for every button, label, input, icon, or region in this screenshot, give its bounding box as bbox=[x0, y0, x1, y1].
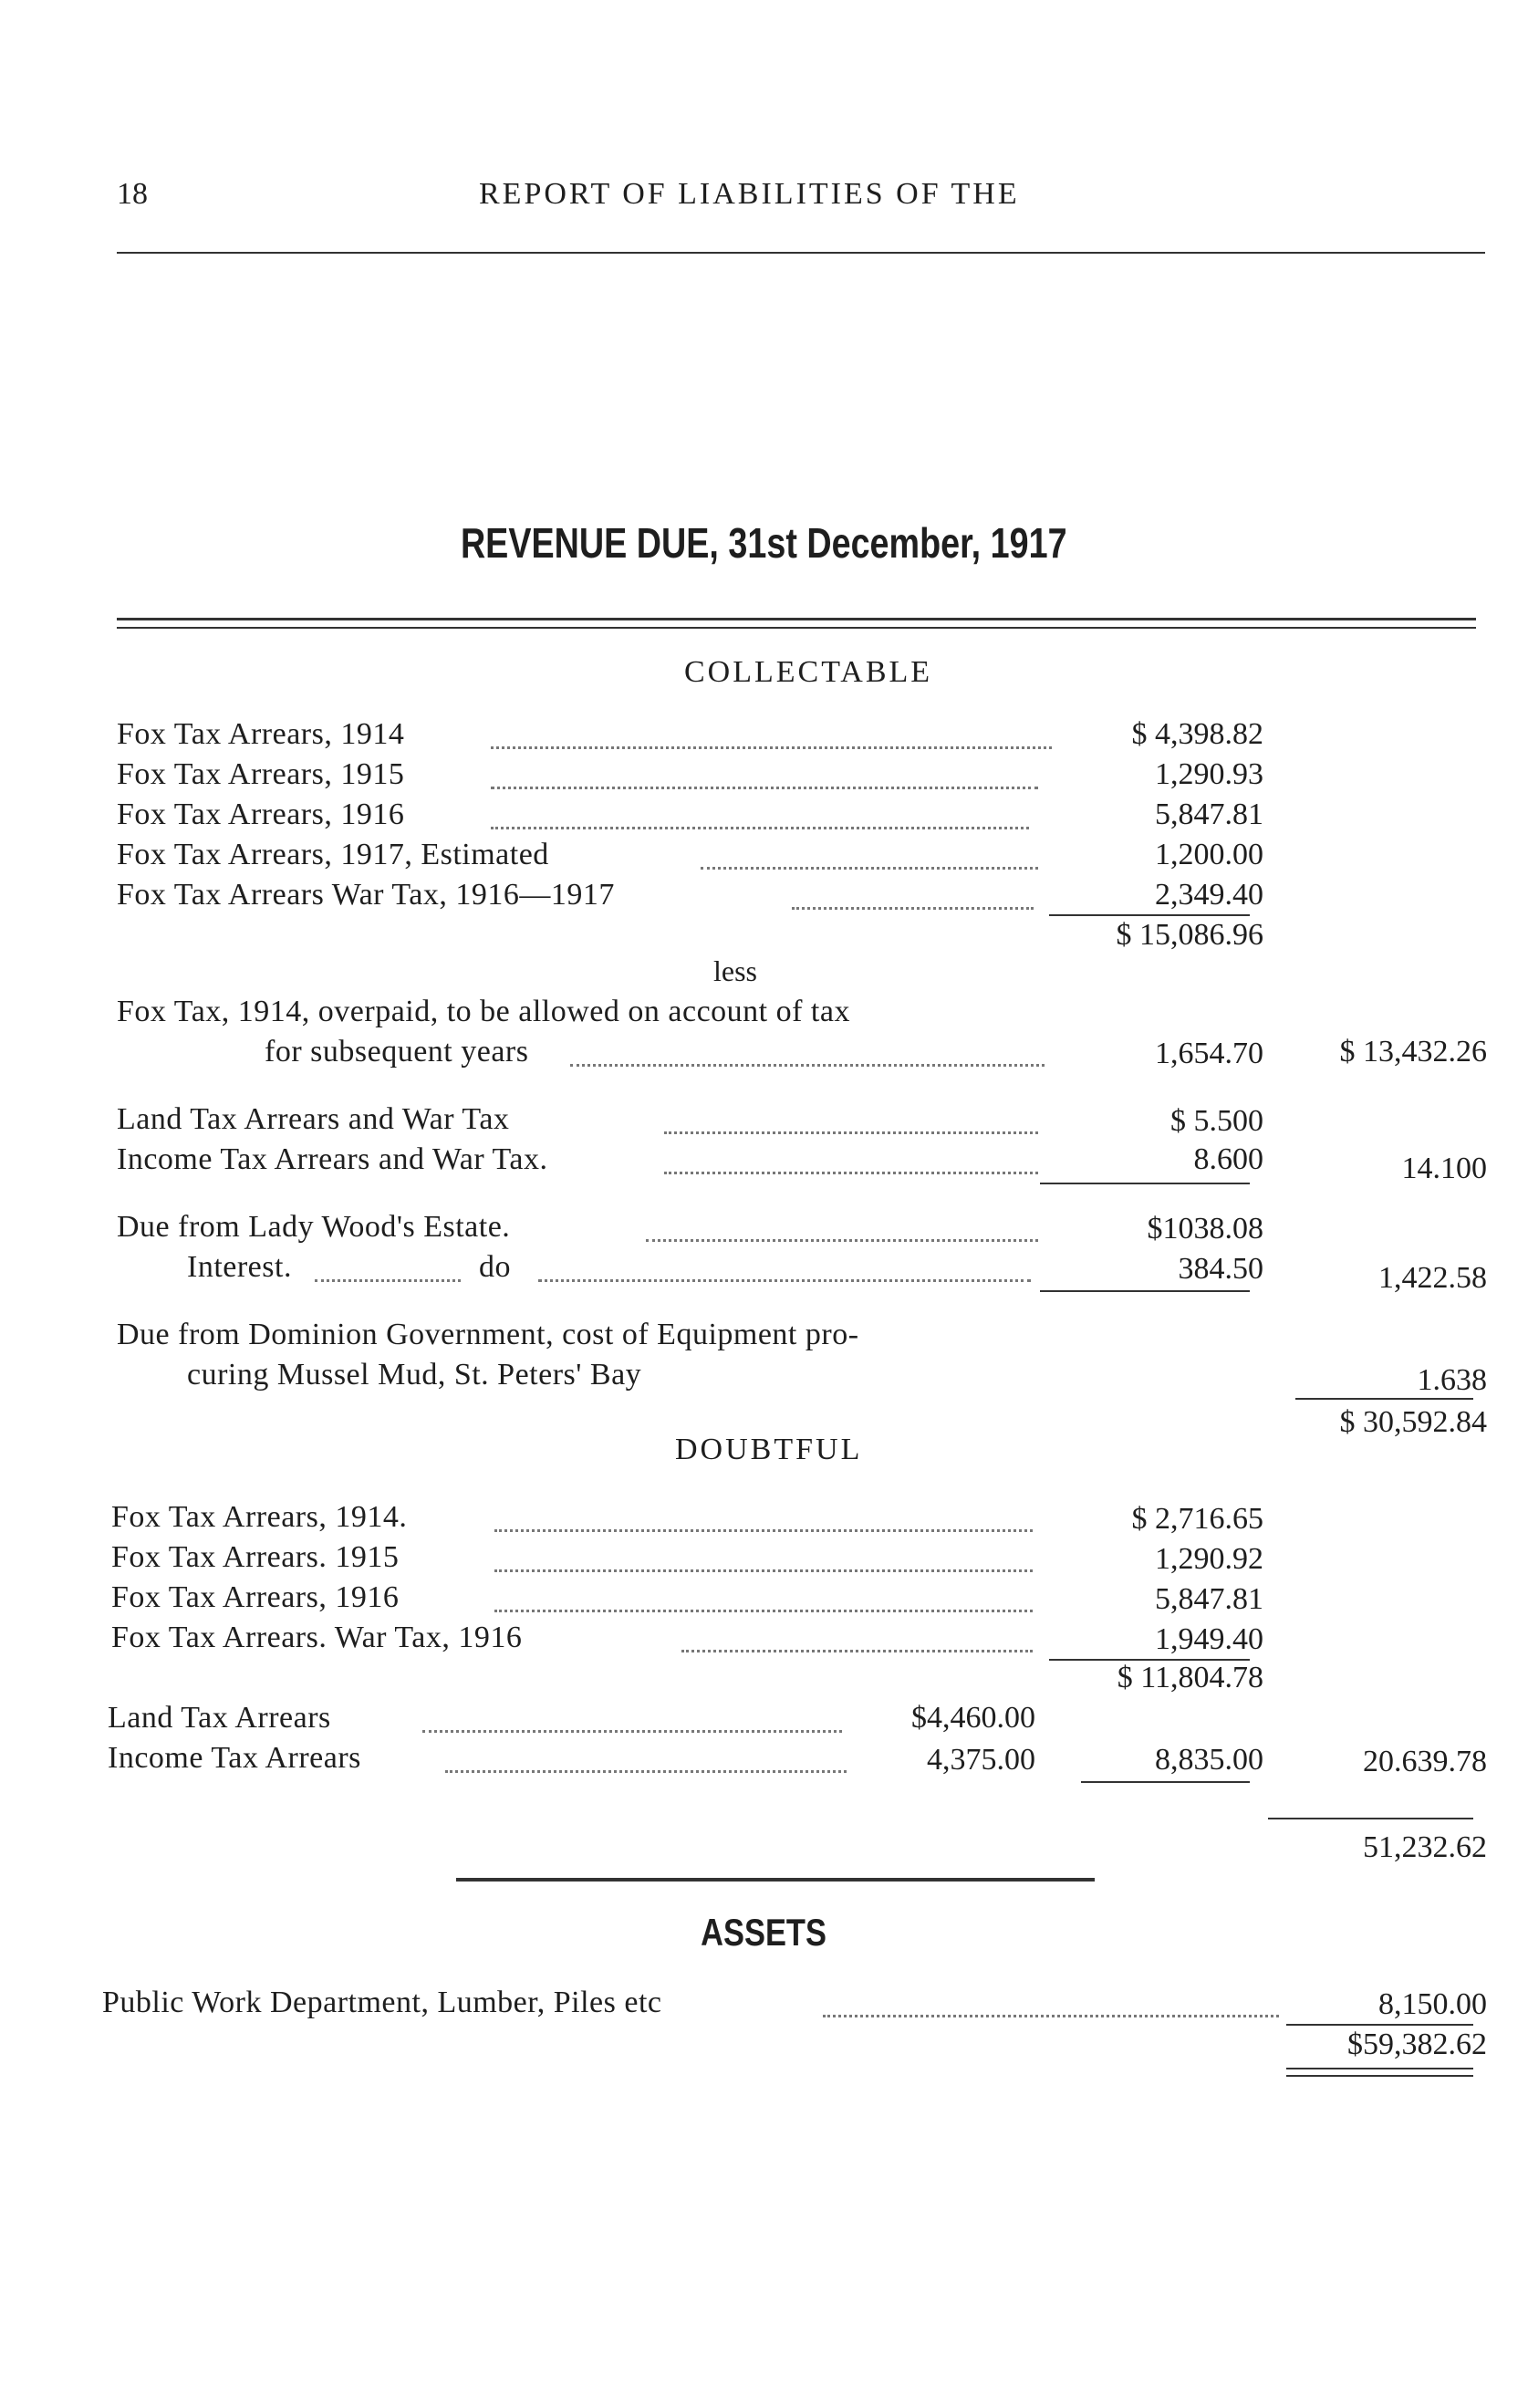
list-item: Income Tax Arrears and War Tax. bbox=[117, 1142, 1075, 1183]
leader-dots bbox=[491, 710, 1052, 749]
lady-total: 1,422.58 bbox=[1378, 1261, 1487, 1295]
leader-dots bbox=[422, 1694, 842, 1733]
amount: 1,290.93 bbox=[1155, 757, 1263, 791]
leader-dots bbox=[681, 1613, 1033, 1652]
title-rule-top bbox=[117, 618, 1476, 620]
list-item: Land Tax Arrears bbox=[108, 1701, 874, 1741]
amount: 1,290.92 bbox=[1155, 1542, 1263, 1576]
assets-heading: ASSETS bbox=[701, 1911, 827, 1954]
list-item: Fox Tax Arrears, 1916 bbox=[111, 1580, 1069, 1621]
list-item: Interest. do bbox=[187, 1250, 1072, 1290]
list-item: Due from Lady Wood's Estate. bbox=[117, 1210, 1075, 1250]
dominion-line-1: Due from Dominion Government, cost of Equipment pro- bbox=[117, 1318, 859, 1351]
list-item: Fox Tax Arrears. 1915 bbox=[111, 1540, 1069, 1580]
leader-dots bbox=[701, 830, 1038, 870]
list-item: Fox Tax Arrears, 1915 bbox=[117, 757, 1075, 797]
leader-dots bbox=[491, 750, 1038, 789]
amount: $ 5.500 bbox=[1170, 1104, 1263, 1138]
running-title: REPORT OF LIABILITIES OF THE bbox=[479, 177, 1020, 211]
revenue-total: 51,232.62 bbox=[1363, 1830, 1487, 1864]
amount: 5,847.81 bbox=[1155, 797, 1263, 831]
leader-dots bbox=[494, 1573, 1033, 1612]
amount: 1,949.40 bbox=[1155, 1622, 1263, 1656]
amount: 384.50 bbox=[1178, 1252, 1263, 1286]
amount: $ 2,716.65 bbox=[1131, 1502, 1263, 1536]
double-rule-bottom bbox=[1286, 2075, 1473, 2077]
list-item: Income Tax Arrears bbox=[108, 1741, 874, 1781]
amount: 8.600 bbox=[1193, 1142, 1263, 1176]
leader-dots bbox=[646, 1203, 1038, 1242]
sum-rule bbox=[1268, 1818, 1473, 1819]
dominion-amount: 1.638 bbox=[1417, 1363, 1487, 1397]
sum-rule bbox=[1286, 2024, 1473, 2026]
collectable-heading: COLLECTABLE bbox=[684, 655, 933, 689]
leader-dots bbox=[823, 1978, 1279, 2017]
list-item: Fox Tax Arrears, 1917, Estimated bbox=[117, 838, 1075, 878]
page-number: 18 bbox=[117, 177, 148, 211]
amount: 5,847.81 bbox=[1155, 1582, 1263, 1616]
leader-dots bbox=[491, 790, 1029, 829]
header-rule bbox=[117, 252, 1485, 254]
amount: 1,200.00 bbox=[1155, 838, 1263, 871]
amount: 1,654.70 bbox=[1155, 1037, 1263, 1070]
collectable-subtotal: $ 15,086.96 bbox=[1116, 918, 1263, 952]
list-item: Fox Tax Arrears, 1914 bbox=[117, 717, 1075, 757]
leader-dots bbox=[792, 870, 1034, 910]
collectable-total: $ 30,592.84 bbox=[1339, 1405, 1487, 1439]
overpaid-line-1: Fox Tax, 1914, overpaid, to be allowed on account of tax bbox=[117, 995, 850, 1028]
section-divider bbox=[456, 1878, 1095, 1882]
amount: $4,460.00 bbox=[911, 1701, 1035, 1735]
sum-rule bbox=[1040, 1183, 1250, 1184]
land-income-total: 14.100 bbox=[1401, 1152, 1487, 1185]
leader-dots bbox=[445, 1734, 847, 1773]
less-label: less bbox=[713, 954, 757, 987]
leader-dots bbox=[494, 1533, 1033, 1572]
title-rule-bottom bbox=[117, 627, 1476, 629]
leader-dots bbox=[494, 1493, 1033, 1532]
leader-dots bbox=[538, 1243, 1031, 1282]
amount: 8,835.00 bbox=[1155, 1743, 1263, 1777]
doubtful-total: 20.639.78 bbox=[1363, 1745, 1487, 1778]
list-item: for subsequent years bbox=[265, 1035, 1067, 1075]
double-rule-top bbox=[1286, 2068, 1473, 2069]
amount: 2,349.40 bbox=[1155, 878, 1263, 912]
list-item: Fox Tax Arrears, 1916 bbox=[117, 797, 1075, 838]
leader-dots bbox=[664, 1135, 1038, 1174]
list-item: Fox Tax Arrears. War Tax, 1916 bbox=[111, 1621, 1069, 1661]
list-item: Land Tax Arrears and War Tax bbox=[117, 1102, 1075, 1142]
amount: 4,375.00 bbox=[927, 1743, 1035, 1777]
list-item: Fox Tax Arrears War Tax, 1916—1917 bbox=[117, 878, 1075, 918]
net-total: $ 13,432.26 bbox=[1339, 1035, 1487, 1068]
list-item: Fox Tax Arrears, 1914. bbox=[111, 1500, 1069, 1540]
amount: $1038.08 bbox=[1147, 1212, 1263, 1246]
assets-amount: 8,150.00 bbox=[1378, 1987, 1487, 2021]
sum-rule bbox=[1295, 1398, 1473, 1400]
list-item: Public Work Department, Lumber, Piles etc bbox=[102, 1986, 1325, 2026]
sum-rule bbox=[1040, 1290, 1250, 1292]
sum-rule bbox=[1081, 1781, 1250, 1783]
sum-rule bbox=[1049, 914, 1250, 916]
grand-total: $59,382.62 bbox=[1347, 2028, 1487, 2061]
doubtful-heading: DOUBTFUL bbox=[675, 1433, 863, 1466]
dominion-line-2: curing Mussel Mud, St. Peters' Bay bbox=[187, 1358, 642, 1392]
leader-dots bbox=[664, 1095, 1038, 1134]
doubtful-subtotal: $ 11,804.78 bbox=[1117, 1661, 1263, 1694]
page-title: REVENUE DUE, 31st December, 1917 bbox=[461, 519, 1067, 567]
leader-dots bbox=[570, 1027, 1045, 1067]
amount: $ 4,398.82 bbox=[1131, 717, 1263, 751]
leader-dots bbox=[315, 1243, 461, 1282]
